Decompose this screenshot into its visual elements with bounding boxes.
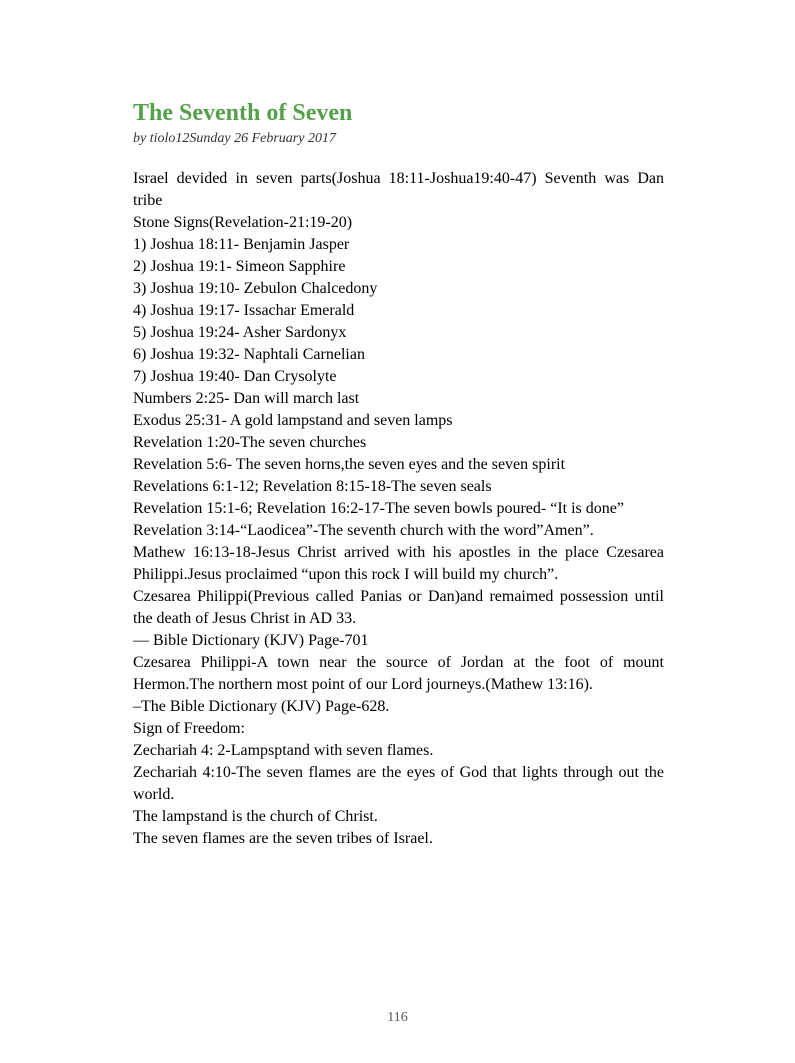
- article-line: Exodus 25:31- A gold lampstand and seven lamps: [133, 412, 453, 430]
- article-line: Zechariah 4: 2-Lampsptand with seven flames.: [133, 742, 434, 760]
- article-line: The seven flames are the seven tribes of Israel.: [133, 830, 433, 848]
- article-line: Israel devided in seven parts(Joshua 18:11-Joshua19:40-47) Seventh was Dan tribe: [133, 170, 664, 210]
- article-line: 4) Joshua 19:17- Issachar Emerald: [133, 302, 355, 320]
- article-line: Zechariah 4:10-The seven flames are the eyes of God that lights through out the world.: [133, 764, 664, 804]
- article-line: Numbers 2:25- Dan will march last: [133, 390, 360, 408]
- article-line: 6) Joshua 19:32- Naphtali Carnelian: [133, 346, 365, 364]
- article-line: 1) Joshua 18:11- Benjamin Jasper: [133, 236, 350, 254]
- article-line: The lampstand is the church of Christ.: [133, 808, 378, 826]
- article-content: [133, 99, 664, 850]
- article-body: [133, 168, 664, 850]
- article-line: Czesarea Philippi-A town near the source of Jordan at the foot of mount Hermon.The northern most point of our Lord journeys.(Mathew 13:16).: [133, 654, 664, 694]
- article-line: –The Bible Dictionary (KJV) Page-628.: [133, 698, 390, 716]
- article-line: Czesarea Philippi(Previous called Panias or Dan)and remaimed possession until the death of Jesus Christ in AD 33.: [133, 588, 664, 628]
- article-line: 2) Joshua 19:1- Simeon Sapphire: [133, 258, 346, 276]
- article-line: 5) Joshua 19:24- Asher Sardonyx: [133, 324, 347, 342]
- article-line: Revelation 15:1-6; Revelation 16:2-17-The seven bowls poured- “It is done”: [133, 500, 624, 518]
- article-line: Sign of Freedom:: [133, 720, 245, 738]
- article-line: Revelation 3:14-“Laodicea”-The seventh church with the word”Amen”.: [133, 522, 594, 540]
- article-title: The Seventh of Seven: [133, 100, 353, 126]
- article-line: Stone Signs(Revelation-21:19-20): [133, 214, 353, 232]
- article-line: Revelation 5:6- The seven horns,the seven eyes and the seven spirit: [133, 456, 566, 474]
- article-line: 3) Joshua 19:10- Zebulon Chalcedony: [133, 280, 378, 298]
- article-line: 7) Joshua 19:40- Dan Crysolyte: [133, 368, 337, 386]
- article-line: — Bible Dictionary (KJV) Page-701: [133, 632, 369, 650]
- article-line: Revelations 6:1-12; Revelation 8:15-18-The seven seals: [133, 478, 492, 496]
- article-line: Revelation 1:20-The seven churches: [133, 434, 367, 452]
- article-line: Mathew 16:13-18-Jesus Christ arrived with his apostles in the place Czesarea Philippi.Jesus proclaimed “upon this rock I will build my church”.: [133, 544, 664, 584]
- article-byline: by tiolo12Sunday 26 February 2017: [133, 130, 336, 146]
- page-number: 116: [387, 1010, 408, 1025]
